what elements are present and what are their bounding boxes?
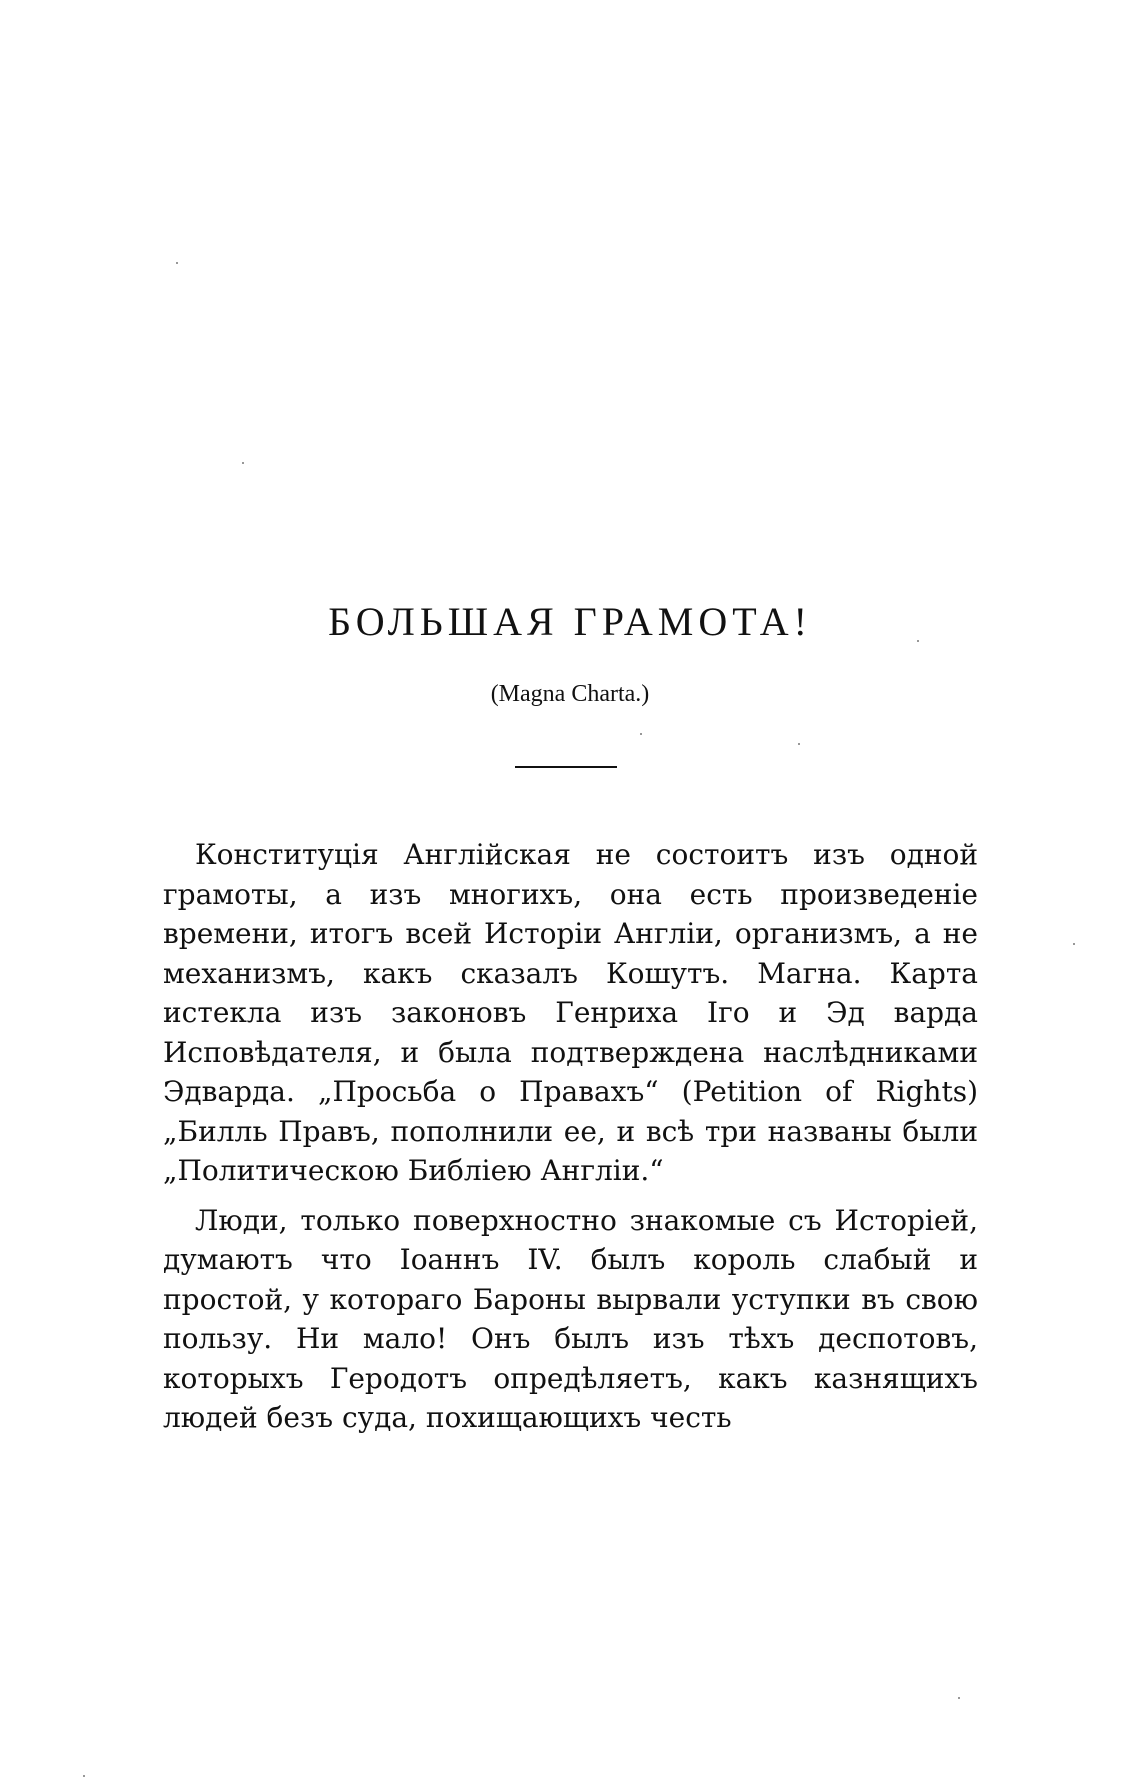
scan-speck [640,733,642,735]
scan-speck [958,1697,960,1699]
chapter-subtitle: (Magna Charta.) [490,681,650,707]
paragraph-2: Люди, только поверхностно знакомые съ Исторіей, думаютъ что Іоаннъ IV. былъ король слабый и простой, у котораго Бароны вырвали уступки въ свою пользу. Ни мало! Онъ былъ изъ тѣхъ деспотовъ, которыхъ Геродотъ опредѣляетъ, какъ казнящихъ людей безъ суда, похищающихъ честь [163,1203,978,1434]
title-divider [515,766,617,768]
chapter-title: БОЛЬШАЯ ГРАМОТА! [328,599,812,644]
body-text [163,835,978,1448]
scan-speck [917,640,919,642]
scan-speck [242,462,244,464]
paragraph-1: Конституція Англійская не состоитъ изъ одной грамоты, а изъ многихъ, она есть произведеніе времени, итогъ всей Исторіи Англіи, организмъ, а не механизмъ, какъ сказалъ Кошутъ. Магна. Карта истекла изъ законовъ Генриха Iго и Эд варда Исповѣдателя, и была подтверждена наслѣдниками Эдварда. „Просьба о Правахъ“ (Petition of Rights) „Билль Правъ, пополнили ее, и всѣ три названы были „Политическою Библіею Англіи.“ [163,838,978,1187]
scan-speck [1073,943,1075,945]
scan-speck [798,743,800,745]
scan-speck [176,262,178,264]
